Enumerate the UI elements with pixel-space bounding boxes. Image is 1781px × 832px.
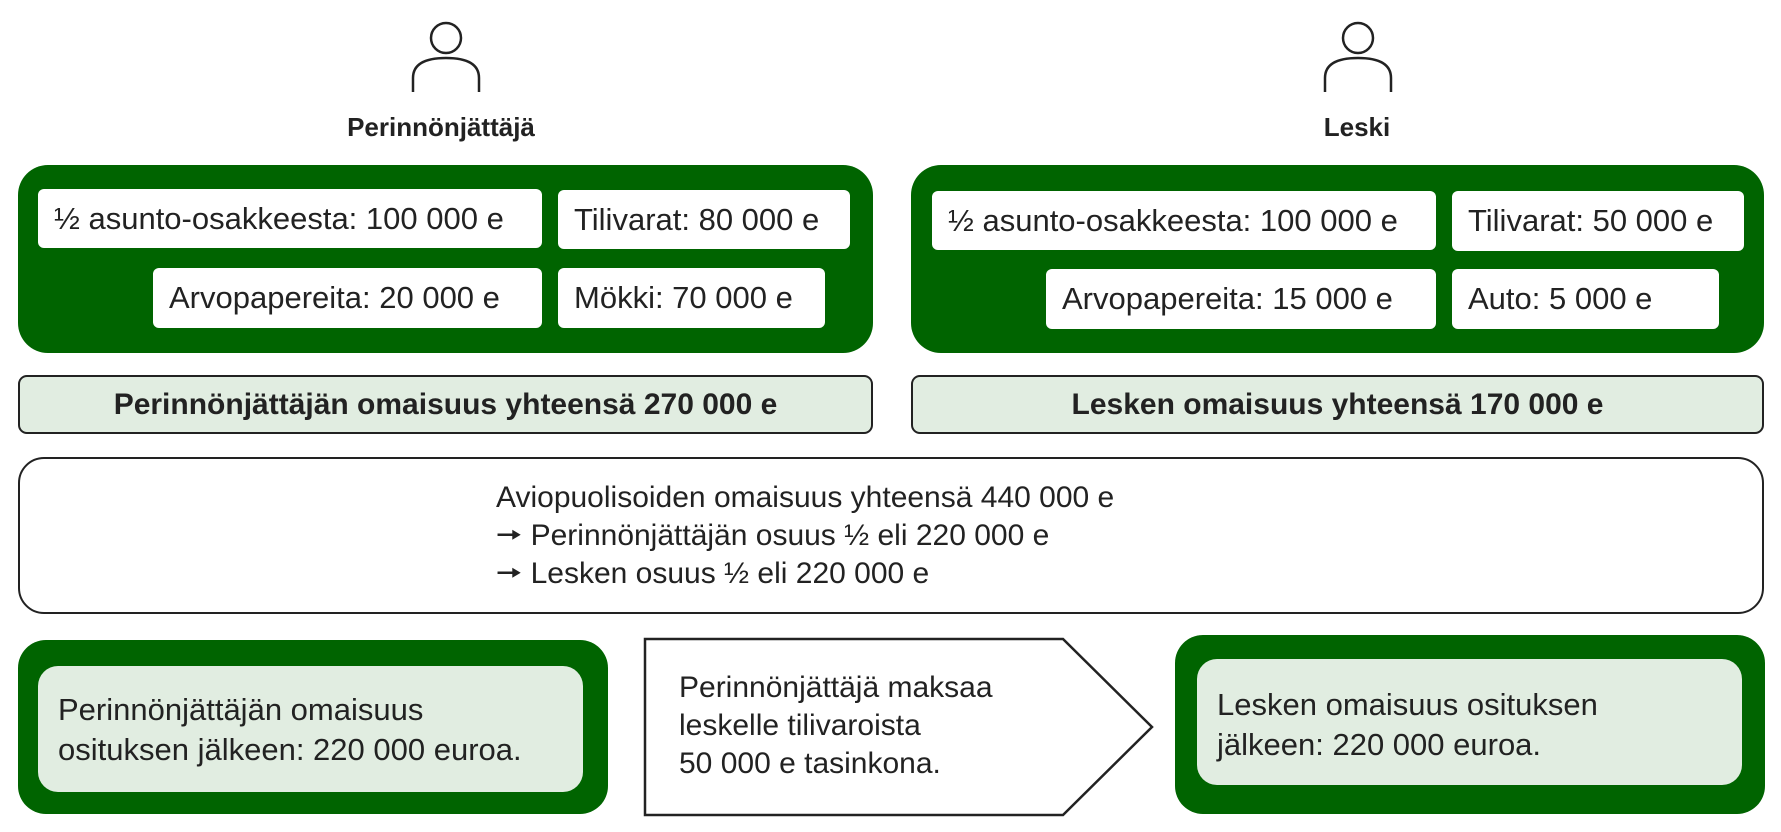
left-person-name: Perinnönjättäjä	[347, 112, 535, 142]
left-result-text: Perinnönjättäjän omaisuus osituksen jälkeen: 220 000 euroa.	[38, 666, 583, 792]
person-icon	[410, 20, 482, 92]
left-asset-cottage: Mökki: 70 000 e	[558, 268, 825, 328]
right-asset-accounts: Tilivarat: 50 000 e	[1452, 191, 1744, 251]
transfer-text: Perinnönjättäjä maksaa leskelle tilivaroista 50 000 e tasinkona.	[679, 671, 993, 780]
summary-left-share-text: Perinnönjättäjän osuus ½ eli 220 000 e	[530, 519, 1050, 552]
arrow-right-icon: 🠖	[496, 519, 523, 552]
summary-total-line: Aviopuolisoiden omaisuus yhteensä 440 000 e	[496, 481, 1115, 514]
arrow-right-icon: 🠖	[496, 557, 523, 590]
right-asset-securities: Arvopapereita: 15 000 e	[1046, 269, 1436, 329]
left-asset-apartment: ½ asunto-osakkeesta: 100 000 e	[38, 189, 542, 248]
summary-right-share-line	[496, 555, 929, 593]
person-icon	[1322, 20, 1394, 92]
left-asset-securities: Arvopapereita: 20 000 e	[153, 268, 542, 328]
summary-left-share-line	[496, 517, 1049, 555]
right-person-name: Leski	[1323, 112, 1391, 142]
right-asset-car: Auto: 5 000 e	[1452, 269, 1719, 329]
right-result-text: Lesken omaisuus osituksen jälkeen: 220 000 euroa.	[1197, 659, 1742, 785]
summary-right-share-text: Lesken osuus ½ eli 220 000 e	[530, 557, 930, 590]
right-asset-apartment: ½ asunto-osakkeesta: 100 000 e	[932, 191, 1436, 250]
left-total-bar: Perinnönjättäjän omaisuus yhteensä 270 000 e	[18, 375, 873, 434]
left-asset-accounts: Tilivarat: 80 000 e	[558, 190, 850, 249]
right-total-bar: Lesken omaisuus yhteensä 170 000 e	[911, 375, 1764, 434]
